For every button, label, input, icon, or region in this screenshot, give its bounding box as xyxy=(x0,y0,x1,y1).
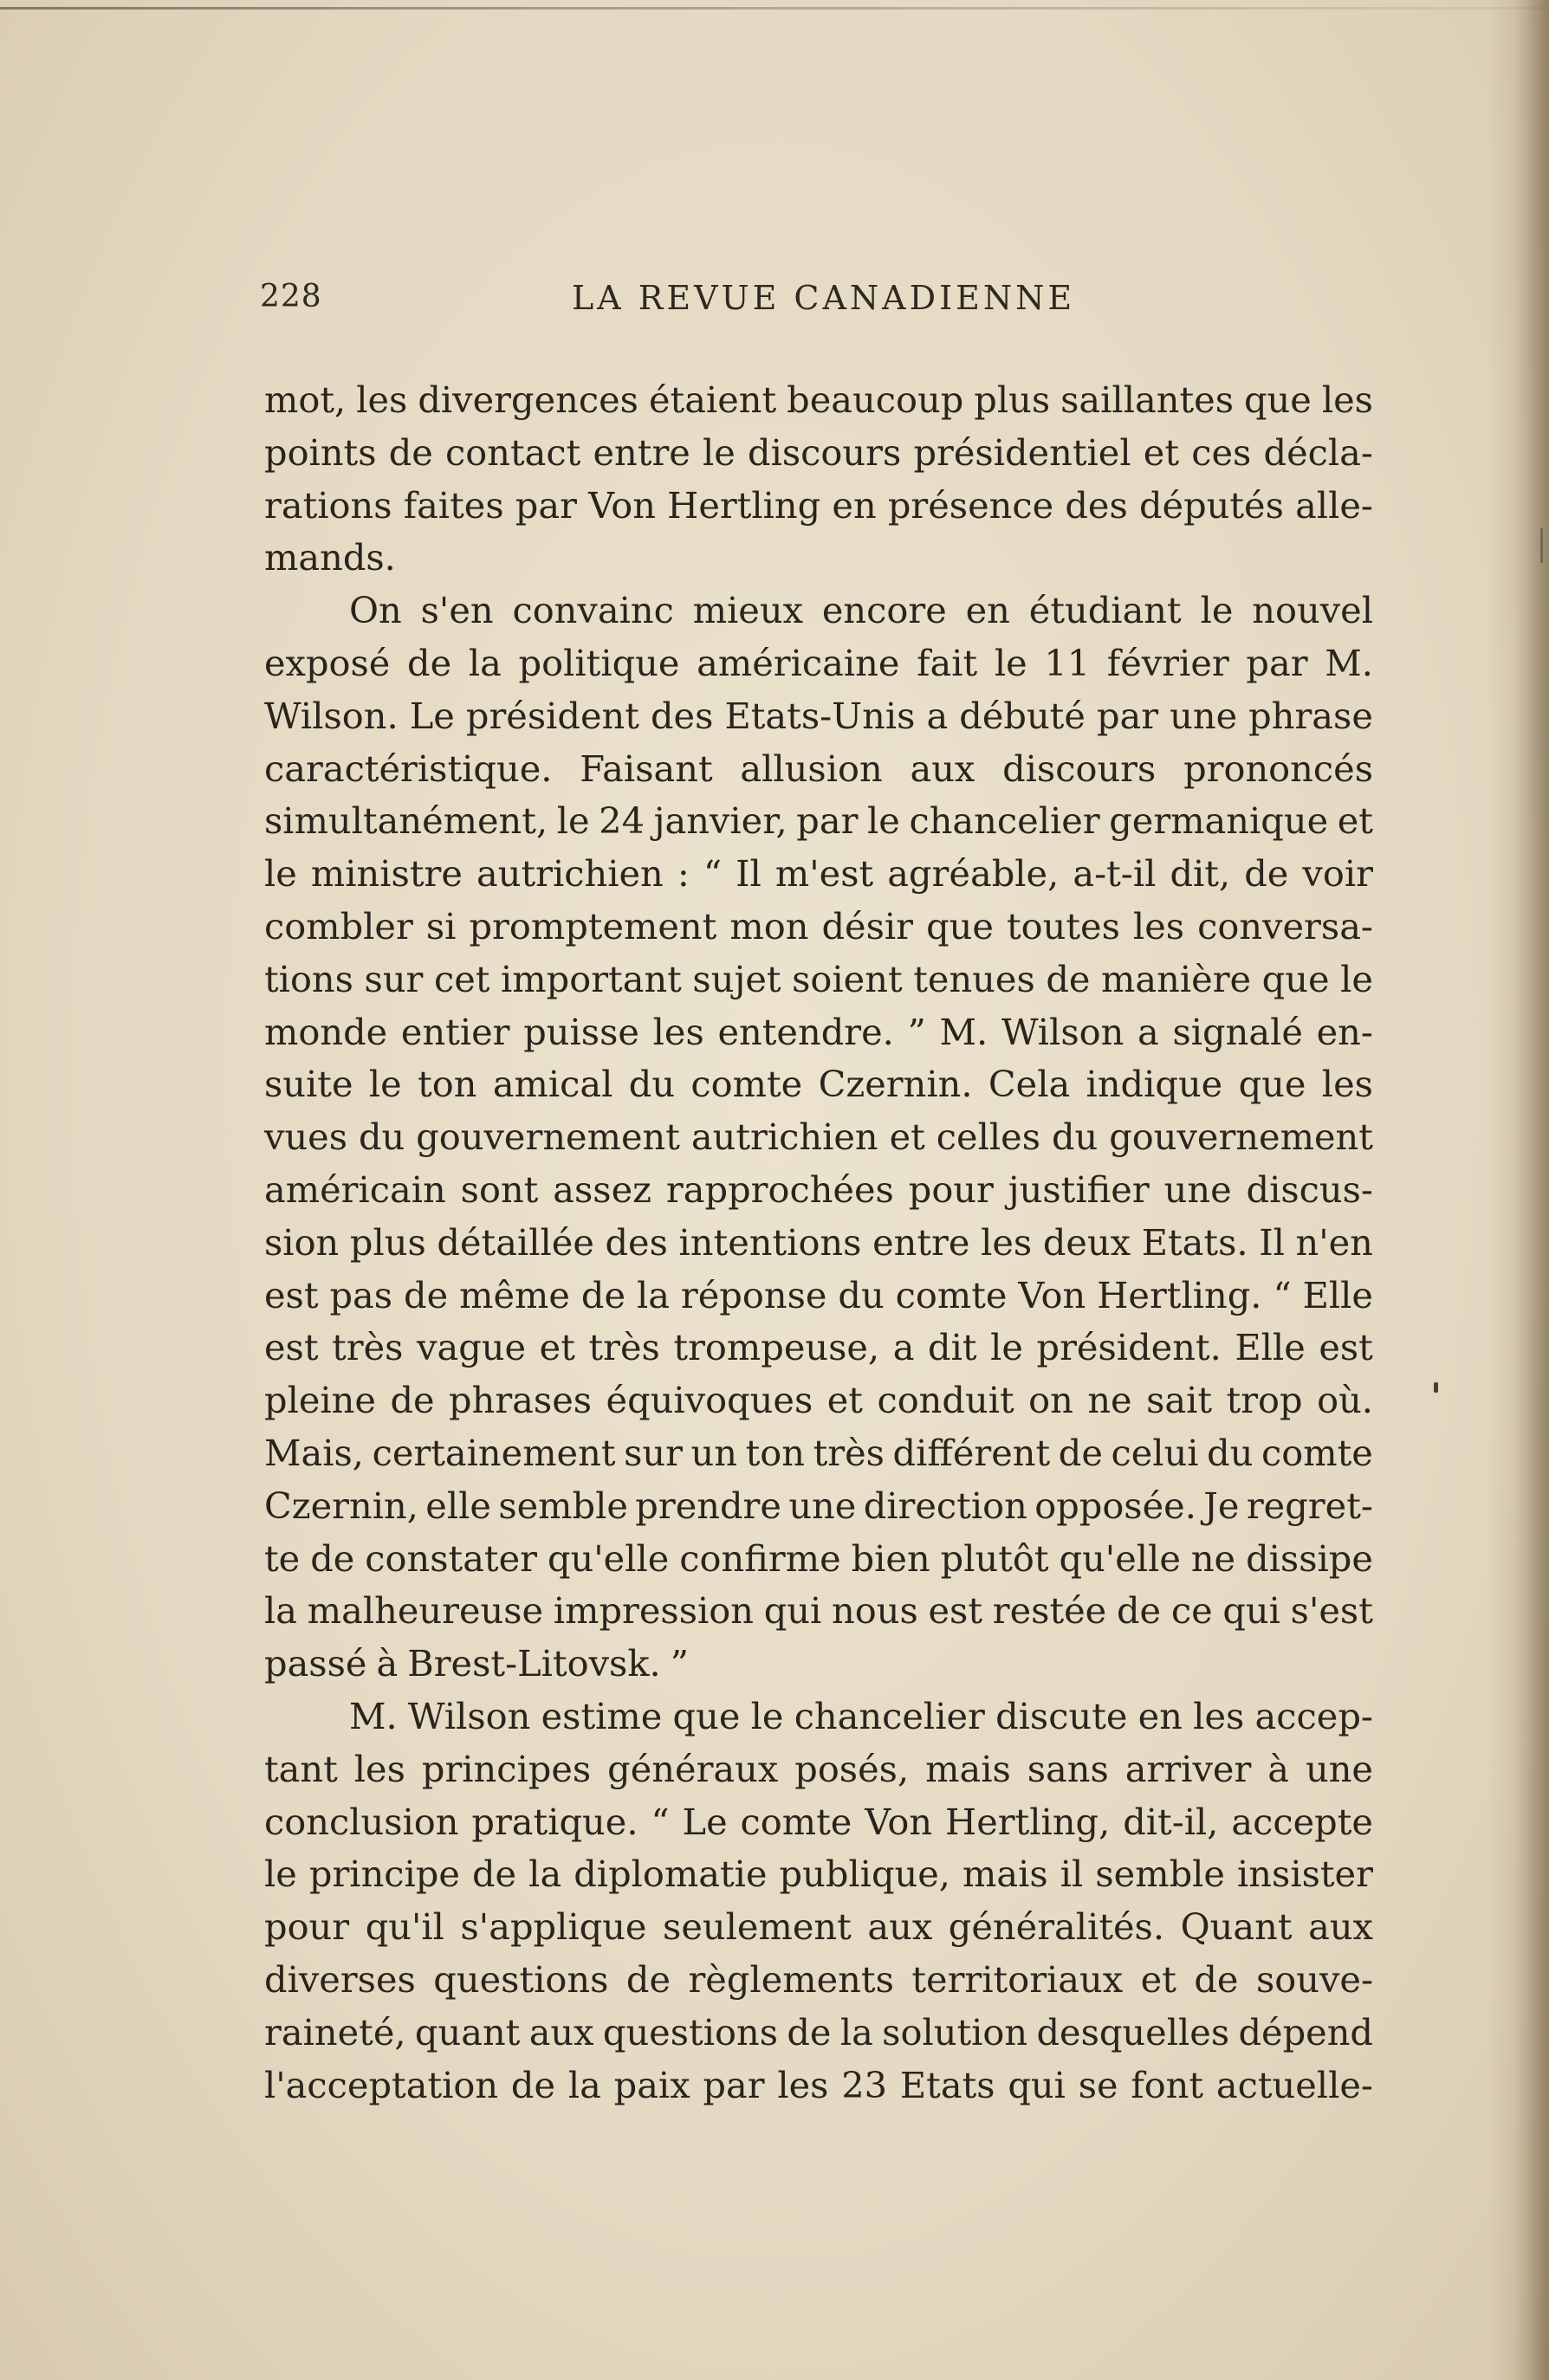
text-line: pleine de phrases équivoques et conduit on ne sait trop où. xyxy=(264,1379,1373,1422)
text-line: est très vague et très trompeuse, a dit le président. Elle est xyxy=(264,1326,1373,1369)
text-line: combler si promptement mon désir que toutes les conversa- xyxy=(264,904,1373,947)
text-line: mot, les divergences étaient beaucoup plus saillantes que les xyxy=(264,378,1373,421)
page-gutter-shadow xyxy=(1514,0,1549,2380)
text-line: le ministre autrichien : “ Il m'est agréable, a-t-il dit, de voir xyxy=(264,852,1373,896)
text-line: la malheureuse impression qui nous est restée de ce qui s'est xyxy=(264,1589,1373,1633)
text-line: tions sur cet important sujet soient tenues de manière que le xyxy=(264,957,1373,1000)
text-line: Wilson. Le président des Etats-Unis a débuté par une phrase xyxy=(264,694,1373,737)
edge-mark xyxy=(1540,528,1543,563)
text-line: vues du gouvernement autrichien et celles du gouvernement xyxy=(264,1116,1373,1159)
text-line: M. Wilson estime que le chancelier discute en les accep- xyxy=(349,1694,1373,1737)
text-line: sion plus détaillée des intentions entre les deux Etats. Il n'en xyxy=(264,1220,1373,1264)
running-title: LA REVUE CANADIENNE xyxy=(572,279,1076,317)
text-line: rations faites par Von Hertling en présence des députés alle- xyxy=(264,483,1373,527)
page-number: 228 xyxy=(260,279,322,314)
text-line: mands. xyxy=(264,536,396,579)
text-line: américain sont assez rapprochées pour justifier une discus- xyxy=(264,1167,1373,1211)
text-line: le principe de la diplomatie publique, mais il semble insister xyxy=(264,1853,1373,1896)
text-line: te de constater qu'elle confirme bien plutôt qu'elle ne dissipe xyxy=(264,1536,1373,1580)
text-line: conclusion pratique. “ Le comte Von Hertling, dit-il, accepte xyxy=(264,1800,1373,1843)
text-line: points de contact entre le discours présidentiel et ces décla- xyxy=(264,430,1373,474)
text-line: On s'en convainc mieux encore en étudiant le nouvel xyxy=(349,589,1373,632)
text-line: raineté, quant aux questions de la solution desquelles dépend xyxy=(264,2010,1373,2053)
text-line: passé à Brest-Litovsk. ” xyxy=(264,1642,689,1685)
text-line: exposé de la politique américaine fait le 11 février par M. xyxy=(264,641,1373,684)
text-line: Czernin, elle semble prendre une direction opposée. Je regret- xyxy=(264,1484,1373,1527)
text-line: suite le ton amical du comte Czernin. Cela indique que les xyxy=(264,1063,1373,1106)
text-line: simultanément, le 24 janvier, par le chancelier germanique et xyxy=(264,799,1373,843)
ink-speck xyxy=(1434,1382,1438,1393)
body-text xyxy=(264,374,1373,2112)
text-line: l'acceptation de la paix par les 23 Etats qui se font actuelle- xyxy=(264,2063,1373,2106)
top-edge-rule xyxy=(0,7,1549,10)
text-line: diverses questions de règlements territoriaux et de souve- xyxy=(264,1957,1373,2001)
text-line: est pas de même de la réponse du comte Von Hertling. “ Elle xyxy=(264,1273,1373,1316)
page-header xyxy=(260,279,1351,331)
text-line: caractéristique. Faisant allusion aux discours prononcés xyxy=(264,747,1373,790)
text-line: pour qu'il s'applique seulement aux généralités. Quant aux xyxy=(264,1905,1373,1949)
text-line: tant les principes généraux posés, mais sans arriver à une xyxy=(264,1747,1373,1790)
text-line: Mais, certainement sur un ton très différent de celui du comte xyxy=(264,1431,1373,1474)
text-line: monde entier puisse les entendre. ” M. Wilson a signalé en- xyxy=(264,1010,1373,1053)
